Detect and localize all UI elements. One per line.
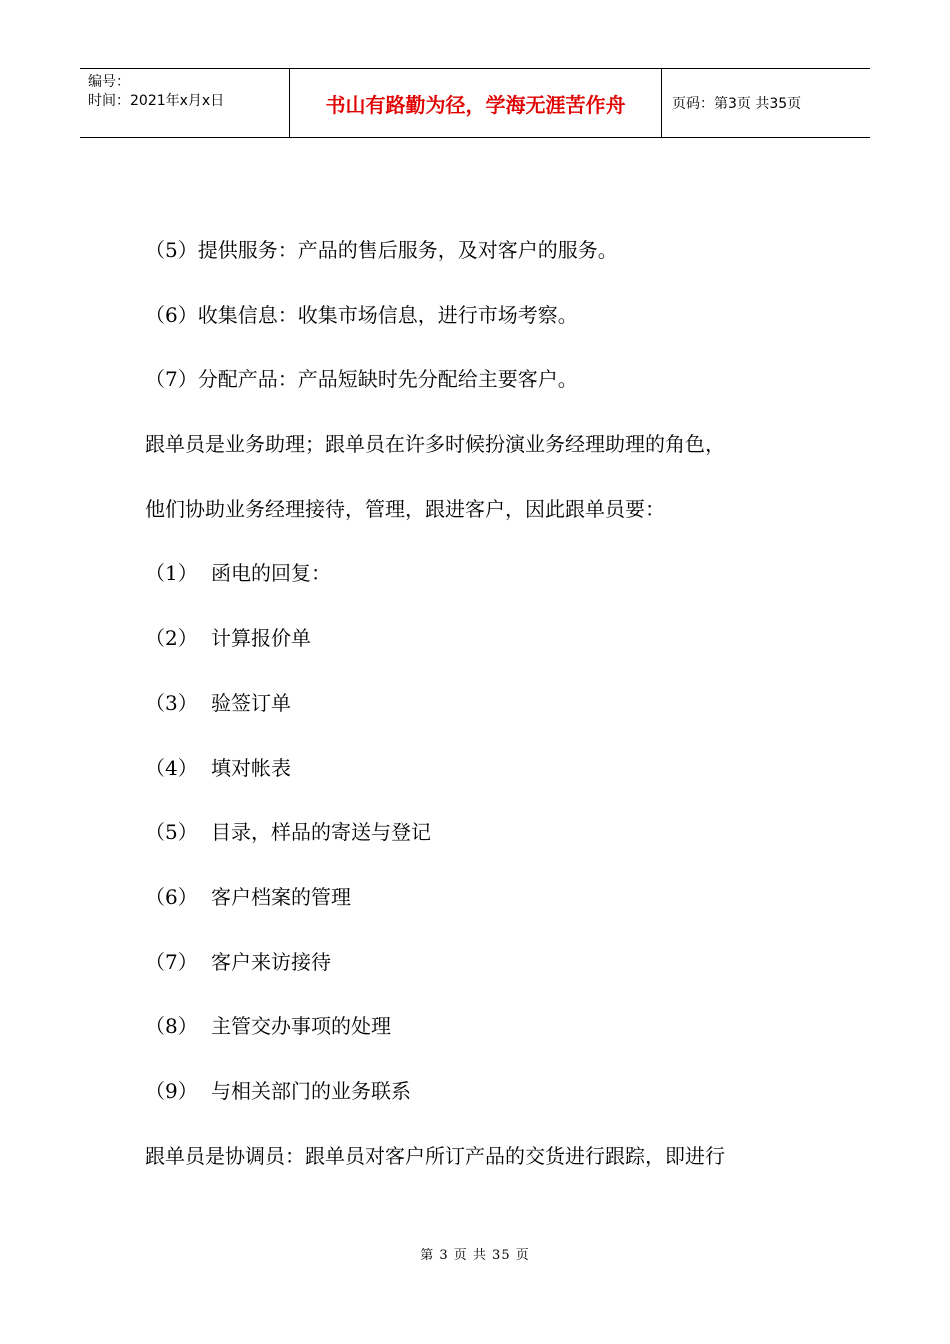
body-line: 跟单员是协调员：跟单员对客户所订产品的交货进行跟踪，即进行: [145, 1143, 725, 1168]
list-item: （1） 函电的回复：: [145, 561, 331, 586]
list-item: （5） 目录，样品的寄送与登记: [145, 820, 431, 845]
list-item: （9） 与相关部门的业务联系: [145, 1078, 411, 1103]
list-item: （2） 计算报价单: [145, 626, 311, 651]
body-line: 他们协助业务经理接待，管理，跟进客户，因此跟单员要：: [145, 496, 665, 521]
list-item: （6） 客户档案的管理: [145, 884, 351, 909]
document-date-label: 时间：2021年x月x日: [88, 93, 225, 109]
page-header: [80, 68, 870, 138]
body-line: （6）收集信息：收集市场信息，进行市场考察。: [145, 302, 578, 327]
list-item: （3） 验签订单: [145, 690, 291, 715]
list-item: （4） 填对帐表: [145, 755, 291, 780]
document-number-label: 编号：: [88, 74, 130, 90]
header-meta: [80, 69, 290, 137]
list-item: （8） 主管交办事项的处理: [145, 1014, 391, 1039]
body-line: （5）提供服务：产品的售后服务，及对客户的服务。: [145, 238, 618, 262]
page-footer: 第 3 页 共 35 页: [420, 1248, 530, 1263]
header-motto: 书山有路勤为径，学海无涯苦作舟: [290, 69, 662, 137]
header-page-info: 页码：第3页 共35页: [672, 96, 802, 112]
body-line: （7）分配产品：产品短缺时先分配给主要客户。: [145, 367, 578, 392]
document-body: [145, 228, 825, 1198]
list-item: （7） 客户来访接待: [145, 949, 331, 974]
body-line: 跟单员是业务助理；跟单员在许多时候扮演业务经理助理的角色，: [145, 432, 725, 457]
